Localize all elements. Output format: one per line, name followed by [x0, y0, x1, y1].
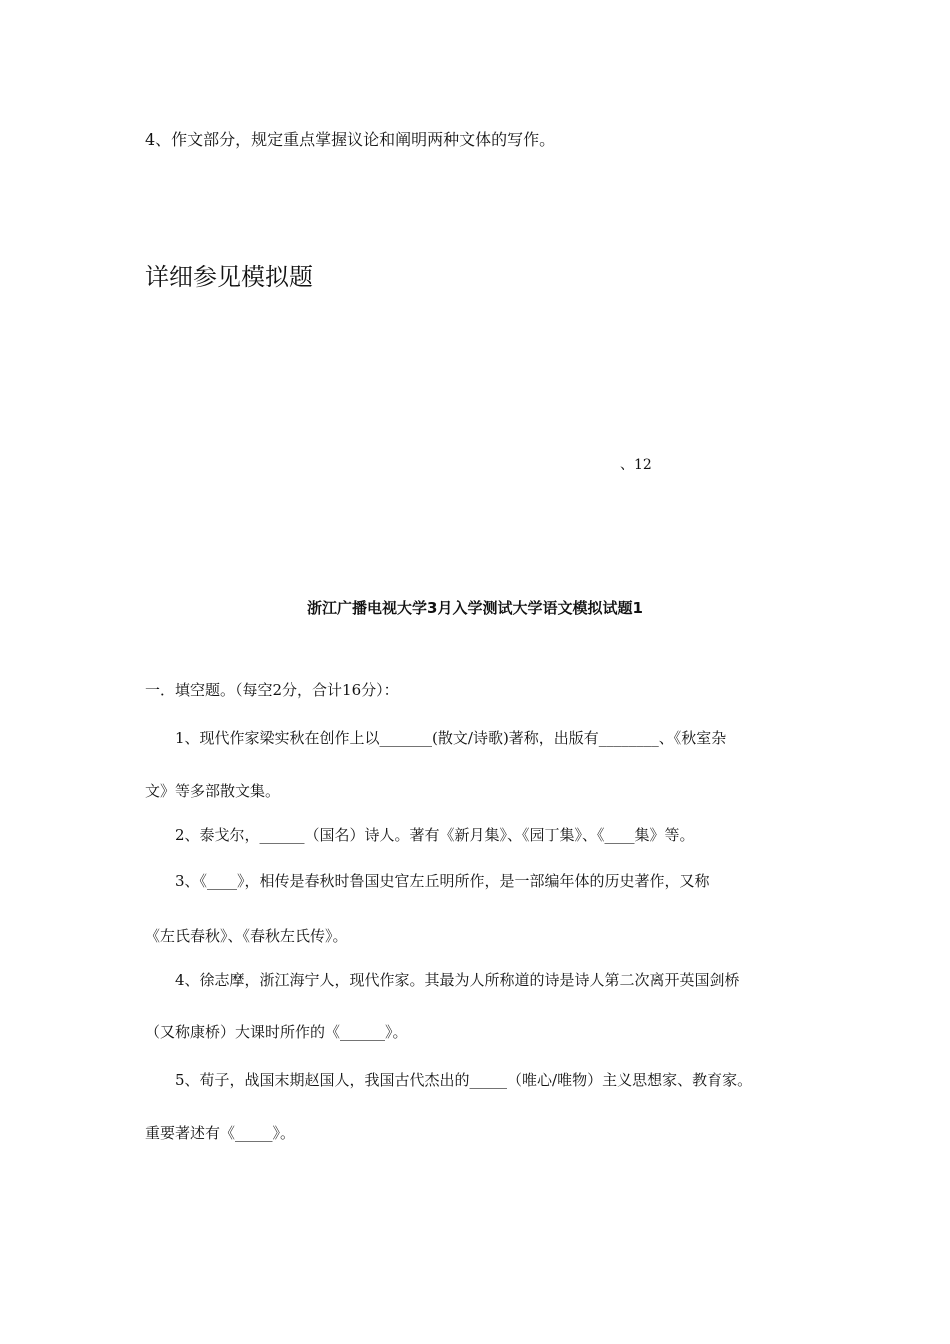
question-3-line-1: 3、《____》，相传是春秋时鲁国史官左丘明所作，是一部编年体的历史著作，又称 [175, 872, 710, 890]
exam-title: 浙江广播电视大学3月入学测试大学语文模拟试题1 [307, 599, 643, 617]
question-2-line-1: 2、泰戈尔，______（国名）诗人。著有《新月集》、《园丁集》、《____集》等。 [175, 826, 695, 844]
question-4-line-2: （又称康桥）大课时所作的《______》。 [145, 1023, 408, 1041]
question-4-line-1: 4、徐志摩，浙江海宁人，现代作家。其最为人所称道的诗是诗人第二次离开英国剑桥 [175, 971, 740, 989]
section-heading: 一．填空题。（每空2分，合计16分）： [145, 681, 399, 699]
reference-heading: 详细参见模拟题 [145, 263, 313, 291]
question-1-line-2: 文》等多部散文集。 [145, 782, 281, 800]
question-3-line-2: 《左氏春秋》、《春秋左氏传》。 [145, 927, 348, 945]
question-1-line-1: 1、现代作家梁实秋在创作上以_______(散文/诗歌)著称，出版有________、《秋室杂 [175, 729, 727, 747]
question-5-line-2: 重要著述有《_____》。 [145, 1124, 296, 1142]
page-marker: 、12 [620, 457, 652, 473]
intro-item: 4、作文部分，规定重点掌握议论和阐明两种文体的写作。 [145, 130, 556, 149]
question-5-line-1: 5、荀子，战国末期赵国人，我国古代杰出的_____（唯心/唯物）主义思想家、教育家。 [175, 1071, 753, 1089]
